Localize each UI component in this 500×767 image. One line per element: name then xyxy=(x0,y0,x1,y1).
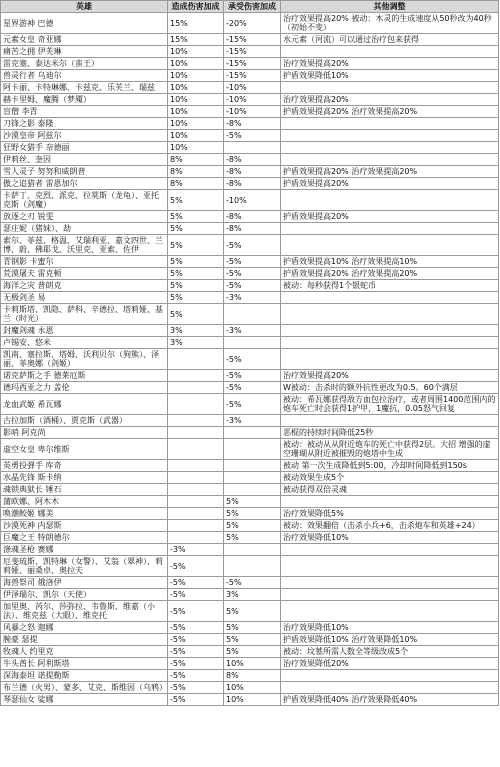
cell-damage-taken: -8% xyxy=(224,118,281,130)
table-row xyxy=(1,58,499,70)
cell-hero: 牛头酋长 阿利斯塔 xyxy=(1,658,168,670)
table-row xyxy=(1,223,499,235)
table-row xyxy=(1,46,499,58)
table-row xyxy=(1,682,499,694)
cell-damage-taken xyxy=(224,439,281,460)
cell-damage-taken xyxy=(224,427,281,439)
table-row xyxy=(1,292,499,304)
cell-damage-dealt: 5% xyxy=(168,211,224,223)
cell-damage-taken: -5% xyxy=(224,256,281,268)
table-row xyxy=(1,349,499,370)
cell-other-adjustments xyxy=(281,601,499,622)
cell-damage-taken: -15% xyxy=(224,70,281,82)
cell-damage-taken xyxy=(224,460,281,472)
cell-damage-dealt: 15% xyxy=(168,13,224,34)
cell-hero: 腕豪 瑟提 xyxy=(1,634,168,646)
table-row xyxy=(1,325,499,337)
cell-hero: 龙血武姬 希瓦娜 xyxy=(1,394,168,415)
cell-other-adjustments: W被动：击杀时的额外抗性更改为0.5。60个满层 xyxy=(281,382,499,394)
cell-other-adjustments xyxy=(281,118,499,130)
cell-damage-dealt: 5% xyxy=(168,235,224,256)
cell-hero: 放逐之刃 锐雯 xyxy=(1,211,168,223)
cell-damage-dealt: 5% xyxy=(168,223,224,235)
cell-hero: 痛苦之拥 伊芙琳 xyxy=(1,46,168,58)
cell-damage-dealt: 10% xyxy=(168,130,224,142)
cell-hero: 虚空女皇 卑尔维斯 xyxy=(1,439,168,460)
table-row xyxy=(1,13,499,34)
cell-other-adjustments: 被动效果生成5个 xyxy=(281,472,499,484)
table-row xyxy=(1,178,499,190)
cell-damage-dealt xyxy=(168,349,224,370)
cell-other-adjustments: 被动：效果翻倍（击杀小兵+6，击杀炮车和英雄+24） xyxy=(281,520,499,532)
cell-damage-dealt: 10% xyxy=(168,70,224,82)
cell-hero: 沙漠死神 内瑟斯 xyxy=(1,520,168,532)
cell-hero: 瑟庄妮（猪妹）、劫 xyxy=(1,223,168,235)
cell-damage-dealt xyxy=(168,508,224,520)
cell-hero: 琴瑟仙女 娑娜 xyxy=(1,694,168,706)
cell-hero: 伊莉丝、奎因 xyxy=(1,154,168,166)
cell-damage-taken: -3% xyxy=(224,325,281,337)
cell-damage-taken: -15% xyxy=(224,34,281,46)
cell-damage-taken: -10% xyxy=(224,190,281,211)
cell-hero: 荒漠屠夫 雷克顿 xyxy=(1,268,168,280)
cell-damage-taken: -8% xyxy=(224,178,281,190)
cell-other-adjustments xyxy=(281,223,499,235)
cell-hero: 凯南、塞拉斯、塔姆、沃利贝尔（狗熊）、泽丽、菲奥娜（剑姬） xyxy=(1,349,168,370)
cell-hero: 无极剑圣 易 xyxy=(1,292,168,304)
cell-hero: 影哨 阿克尚 xyxy=(1,427,168,439)
cell-damage-dealt: 5% xyxy=(168,190,224,211)
table-row xyxy=(1,280,499,292)
cell-damage-dealt: 10% xyxy=(168,118,224,130)
cell-hero: 卢锡安、悠米 xyxy=(1,337,168,349)
cell-other-adjustments xyxy=(281,670,499,682)
cell-damage-dealt xyxy=(168,496,224,508)
cell-damage-taken: 5% xyxy=(224,508,281,520)
table-row xyxy=(1,670,499,682)
cell-damage-taken: -3% xyxy=(224,292,281,304)
cell-other-adjustments: 被动：坟墓所需人数全等级改成5个 xyxy=(281,646,499,658)
cell-other-adjustments xyxy=(281,142,499,154)
table-row xyxy=(1,142,499,154)
cell-hero: 元素女皇 奇亚娜 xyxy=(1,34,168,46)
cell-damage-taken: -5% xyxy=(224,235,281,256)
cell-other-adjustments: 治疗效果降低20% xyxy=(281,658,499,670)
cell-other-adjustments: 护盾效果提高20% xyxy=(281,211,499,223)
cell-damage-taken: -10% xyxy=(224,94,281,106)
cell-hero: 牧魂人 约里克 xyxy=(1,646,168,658)
cell-hero: 封魔剑魂 永恩 xyxy=(1,325,168,337)
cell-hero: 赫卡里姆、魔腾（梦魇） xyxy=(1,94,168,106)
cell-hero: 深海泰坦 诺提勒斯 xyxy=(1,670,168,682)
table-row xyxy=(1,370,499,382)
cell-other-adjustments xyxy=(281,292,499,304)
table-row xyxy=(1,589,499,601)
header-row xyxy=(1,1,499,13)
table-row xyxy=(1,166,499,178)
cell-other-adjustments xyxy=(281,577,499,589)
table-row xyxy=(1,382,499,394)
cell-damage-taken: -8% xyxy=(224,223,281,235)
cell-other-adjustments xyxy=(281,130,499,142)
table-row xyxy=(1,337,499,349)
cell-hero: 涤魂圣枪 赛娜 xyxy=(1,544,168,556)
cell-damage-dealt: 10% xyxy=(168,82,224,94)
cell-other-adjustments xyxy=(281,544,499,556)
cell-hero: 傲之追猎者 雷恩加尔 xyxy=(1,178,168,190)
cell-damage-dealt: -5% xyxy=(168,670,224,682)
cell-other-adjustments: 治疗效果降低10% xyxy=(281,622,499,634)
cell-damage-taken: -5% xyxy=(224,577,281,589)
header-damage-dealt: 造成伤害加成 xyxy=(168,1,224,13)
table-row xyxy=(1,235,499,256)
cell-hero: 盲僧 李青 xyxy=(1,106,168,118)
cell-damage-dealt: 15% xyxy=(168,34,224,46)
cell-damage-dealt: 10% xyxy=(168,94,224,106)
cell-damage-taken: 5% xyxy=(224,532,281,544)
cell-hero: 英勇投弹手 库奇 xyxy=(1,460,168,472)
table-row xyxy=(1,34,499,46)
cell-hero: 雪人灵子 努努和威朗普 xyxy=(1,166,168,178)
cell-other-adjustments: 护盾效果提高10% 治疗效果提高10% xyxy=(281,256,499,268)
table-row xyxy=(1,304,499,325)
cell-damage-taken xyxy=(224,337,281,349)
cell-damage-taken: -5% xyxy=(224,394,281,415)
cell-damage-taken: 10% xyxy=(224,658,281,670)
cell-damage-dealt: 5% xyxy=(168,280,224,292)
cell-other-adjustments: 被动：每秒获得1个银蛇币 xyxy=(281,280,499,292)
cell-damage-dealt: -3% xyxy=(168,544,224,556)
cell-damage-dealt xyxy=(168,370,224,382)
cell-hero: 海洋之灾 普朗克 xyxy=(1,280,168,292)
cell-damage-taken: -5% xyxy=(224,280,281,292)
cell-hero: 狂野女猎手 奈德丽 xyxy=(1,142,168,154)
cell-hero: 索尔、菲兹、格温、艾瑞利亚、嘉文四世、兰博、蔚、佛耶戈、沃里克、亚索、佐伊 xyxy=(1,235,168,256)
cell-other-adjustments xyxy=(281,325,499,337)
cell-damage-taken: 5% xyxy=(224,634,281,646)
cell-other-adjustments: 被动：希瓦娜获得敌方血包拉治疗，或者周围1400范围内的炮车死亡时会获得1护甲，1魔抗，0.05怒气回复 xyxy=(281,394,499,415)
table-row xyxy=(1,601,499,622)
cell-other-adjustments: 治疗效果提高20% 被动：木灵的生成速度从50秒改为40秒（初始不变） xyxy=(281,13,499,34)
cell-damage-dealt: 10% xyxy=(168,58,224,70)
header-hero: 英雄 xyxy=(1,1,168,13)
cell-damage-dealt: -5% xyxy=(168,658,224,670)
table-row xyxy=(1,472,499,484)
table-row xyxy=(1,556,499,577)
cell-hero: 加里奥、芮尔、莎弥拉、韦鲁斯、维嘉（小法）、维克兹（大眼）、维克托 xyxy=(1,601,168,622)
cell-damage-dealt xyxy=(168,460,224,472)
cell-other-adjustments xyxy=(281,556,499,577)
cell-other-adjustments: 护盾效果提高20% 治疗效果提高20% xyxy=(281,268,499,280)
cell-hero: 兽灵行者 乌迪尔 xyxy=(1,70,168,82)
cell-damage-taken: 5% xyxy=(224,496,281,508)
cell-damage-dealt xyxy=(168,427,224,439)
cell-other-adjustments: 被动获得双倍灵魂 xyxy=(281,484,499,496)
cell-damage-taken: -8% xyxy=(224,166,281,178)
cell-other-adjustments xyxy=(281,235,499,256)
header-damage-taken: 承受伤害加成 xyxy=(224,1,281,13)
cell-hero: 雷克塞、泰达米尔（蛮王） xyxy=(1,58,168,70)
table-row xyxy=(1,106,499,118)
table-row xyxy=(1,82,499,94)
cell-other-adjustments: 治疗效果提高20% xyxy=(281,58,499,70)
table-row xyxy=(1,256,499,268)
table-row xyxy=(1,694,499,706)
table-row xyxy=(1,190,499,211)
table-row xyxy=(1,496,499,508)
cell-other-adjustments xyxy=(281,304,499,325)
table-row xyxy=(1,394,499,415)
cell-damage-taken: 5% xyxy=(224,601,281,622)
cell-hero: 沙漠皇帝 阿兹尔 xyxy=(1,130,168,142)
cell-other-adjustments xyxy=(281,496,499,508)
cell-damage-dealt: 5% xyxy=(168,268,224,280)
cell-damage-dealt: 5% xyxy=(168,304,224,325)
cell-damage-dealt xyxy=(168,382,224,394)
cell-damage-taken xyxy=(224,544,281,556)
cell-damage-dealt xyxy=(168,532,224,544)
table-row xyxy=(1,415,499,427)
cell-hero: 卡莉斯塔、凯隐、萨科、辛德拉、塔莉娅、基兰（时光） xyxy=(1,304,168,325)
cell-other-adjustments: 被动 第一次生成降低到5:00，冷却时间降低到150s xyxy=(281,460,499,472)
table-body xyxy=(1,13,499,706)
table-row xyxy=(1,484,499,496)
cell-hero: 阿卡丽、卡特琳娜、卡兹克、乐芙兰、瑞兹 xyxy=(1,82,168,94)
cell-other-adjustments: 护盾效果提高20% 治疗效果提高20% xyxy=(281,106,499,118)
cell-other-adjustments xyxy=(281,349,499,370)
table-row xyxy=(1,70,499,82)
cell-damage-dealt: 3% xyxy=(168,325,224,337)
cell-damage-taken xyxy=(224,556,281,577)
table-row xyxy=(1,520,499,532)
cell-hero: 风暴之怒 迦娜 xyxy=(1,622,168,634)
cell-hero: 诺克萨斯之手 德莱厄斯 xyxy=(1,370,168,382)
cell-other-adjustments xyxy=(281,46,499,58)
table-row xyxy=(1,532,499,544)
cell-other-adjustments: 恶棍的持续时间降低25秒 xyxy=(281,427,499,439)
table-row xyxy=(1,508,499,520)
cell-hero: 海兽祭司 俄洛伊 xyxy=(1,577,168,589)
table-row xyxy=(1,118,499,130)
cell-damage-dealt: -5% xyxy=(168,694,224,706)
cell-damage-dealt xyxy=(168,472,224,484)
cell-other-adjustments xyxy=(281,337,499,349)
cell-damage-taken xyxy=(224,304,281,325)
cell-damage-dealt: 10% xyxy=(168,142,224,154)
cell-other-adjustments xyxy=(281,82,499,94)
cell-damage-dealt: 5% xyxy=(168,292,224,304)
cell-damage-taken: -15% xyxy=(224,58,281,70)
cell-hero: 伊泽瑞尔、凯尔（天使） xyxy=(1,589,168,601)
cell-hero: 卡萨丁、克烈、派克、拉莫斯（龙龟）、亚托克斯（剑魔） xyxy=(1,190,168,211)
cell-damage-taken: -5% xyxy=(224,130,281,142)
table-row xyxy=(1,427,499,439)
cell-other-adjustments xyxy=(281,154,499,166)
cell-other-adjustments: 治疗效果降低5% xyxy=(281,508,499,520)
cell-damage-taken: -8% xyxy=(224,154,281,166)
cell-hero: 巨魔之王 特朗德尔 xyxy=(1,532,168,544)
cell-damage-taken: 5% xyxy=(224,520,281,532)
cell-damage-dealt xyxy=(168,484,224,496)
cell-damage-dealt: 5% xyxy=(168,256,224,268)
table-row xyxy=(1,130,499,142)
cell-damage-dealt: 8% xyxy=(168,154,224,166)
cell-damage-dealt: 10% xyxy=(168,46,224,58)
cell-damage-taken: 8% xyxy=(224,670,281,682)
cell-damage-dealt xyxy=(168,520,224,532)
cell-other-adjustments: 护盾效果降低10% 治疗效果降低10% xyxy=(281,634,499,646)
cell-damage-taken xyxy=(224,142,281,154)
cell-other-adjustments: 治疗效果提高20% xyxy=(281,370,499,382)
cell-damage-dealt: -5% xyxy=(168,682,224,694)
cell-other-adjustments xyxy=(281,190,499,211)
cell-hero: 厄斐琉斯、凯特琳（女警）、艾翁（翠神）、莉莉娅、丽桑卓、奥拉夫 xyxy=(1,556,168,577)
table-row xyxy=(1,544,499,556)
cell-damage-dealt: 8% xyxy=(168,166,224,178)
table-row xyxy=(1,577,499,589)
cell-damage-dealt: -5% xyxy=(168,634,224,646)
cell-damage-taken: 10% xyxy=(224,694,281,706)
table-row xyxy=(1,658,499,670)
cell-hero: 布兰德（火男）、蒙多、艾克、斯维因（乌鸦） xyxy=(1,682,168,694)
cell-hero: 古拉加斯（酒桶）、贾克斯（武器） xyxy=(1,415,168,427)
cell-damage-taken: -5% xyxy=(224,382,281,394)
cell-damage-taken: -5% xyxy=(224,349,281,370)
table-row xyxy=(1,211,499,223)
cell-other-adjustments: 护盾效果降低10% xyxy=(281,70,499,82)
table-row xyxy=(1,268,499,280)
cell-other-adjustments xyxy=(281,589,499,601)
cell-damage-dealt: -5% xyxy=(168,556,224,577)
cell-hero: 青钢影 卡蜜尔 xyxy=(1,256,168,268)
cell-damage-taken: 5% xyxy=(224,622,281,634)
cell-other-adjustments xyxy=(281,415,499,427)
cell-damage-dealt: 3% xyxy=(168,337,224,349)
cell-other-adjustments xyxy=(281,682,499,694)
table-row xyxy=(1,439,499,460)
cell-other-adjustments: 被动：被动从从附近炮车的死亡中获得2层。大招 增强的虚空珊瑚从附近被摧毁的炮塔中生成 xyxy=(281,439,499,460)
cell-damage-taken: -15% xyxy=(224,46,281,58)
cell-damage-dealt xyxy=(168,415,224,427)
cell-other-adjustments: 护盾效果提高20% xyxy=(281,178,499,190)
cell-damage-dealt: -5% xyxy=(168,577,224,589)
cell-other-adjustments: 治疗效果提高20% xyxy=(281,94,499,106)
cell-damage-taken: -20% xyxy=(224,13,281,34)
cell-hero: 德玛西亚之力 盖伦 xyxy=(1,382,168,394)
cell-damage-dealt: -5% xyxy=(168,589,224,601)
cell-damage-dealt xyxy=(168,439,224,460)
cell-hero: 唤潮鲛姬 娜美 xyxy=(1,508,168,520)
cell-damage-dealt: -5% xyxy=(168,646,224,658)
cell-other-adjustments: 水元素（河流）可以通过治疗包来获得 xyxy=(281,34,499,46)
cell-damage-dealt: 8% xyxy=(168,178,224,190)
cell-damage-dealt: -5% xyxy=(168,601,224,622)
cell-other-adjustments: 护盾效果降低40% 治疗效果降低40% xyxy=(281,694,499,706)
cell-damage-taken: 5% xyxy=(224,646,281,658)
header-other-adjustments: 其他调整 xyxy=(281,1,499,13)
table-row xyxy=(1,622,499,634)
table-row xyxy=(1,634,499,646)
cell-damage-taken: -10% xyxy=(224,106,281,118)
cell-hero: 魂锁典狱长 锤石 xyxy=(1,484,168,496)
cell-hero: 蒲欧娜、阿木木 xyxy=(1,496,168,508)
cell-hero: 水晶先锋 斯卡纳 xyxy=(1,472,168,484)
cell-damage-taken xyxy=(224,472,281,484)
cell-damage-taken: -5% xyxy=(224,268,281,280)
cell-hero: 星界游神 巴德 xyxy=(1,13,168,34)
cell-damage-taken: -8% xyxy=(224,211,281,223)
table-row xyxy=(1,460,499,472)
cell-damage-dealt xyxy=(168,394,224,415)
cell-damage-dealt: 10% xyxy=(168,106,224,118)
cell-damage-dealt: -5% xyxy=(168,622,224,634)
cell-other-adjustments: 治疗效果降低10% xyxy=(281,532,499,544)
cell-hero: 刀锋之影 泰隆 xyxy=(1,118,168,130)
table-row xyxy=(1,94,499,106)
cell-damage-taken: -5% xyxy=(224,370,281,382)
table-row xyxy=(1,154,499,166)
cell-damage-taken: -10% xyxy=(224,82,281,94)
cell-damage-taken xyxy=(224,484,281,496)
table-row xyxy=(1,646,499,658)
cell-damage-taken: -3% xyxy=(224,415,281,427)
cell-damage-taken: 3% xyxy=(224,589,281,601)
cell-damage-taken: 10% xyxy=(224,682,281,694)
cell-other-adjustments: 护盾效果提高20% 治疗效果提高20% xyxy=(281,166,499,178)
